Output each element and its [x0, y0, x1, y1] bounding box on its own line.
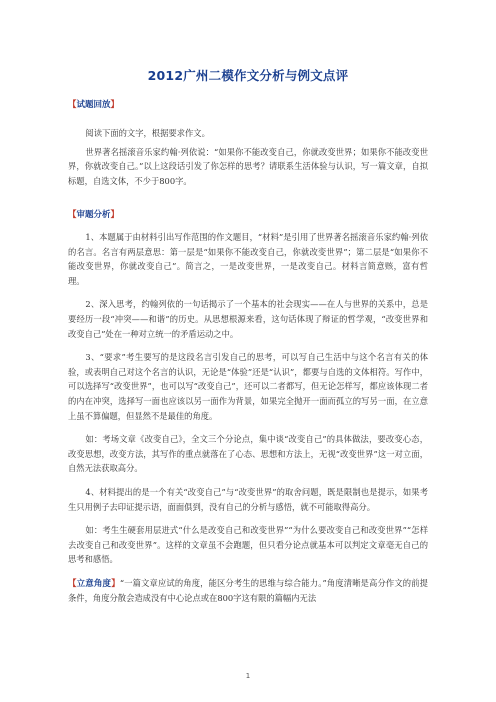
paragraph-prompt: 世界著名摇滚音乐家约翰·列依说：“如果你不能改变自己，你就改变世界；如果你不能改变世界，你就改变自己。”以上这段话引发了你怎样的思考？请联系生活体验与认识，写一篇文章，自拟标题，自选文体，不少于800字。 — [68, 146, 428, 186]
heading-bracket-close: 】 — [111, 578, 120, 589]
paragraph-analysis-4: 4、材料提出的是一个有关“改变自己”与“改变世界”的取舍问题，既是限制也是提示，如果考生只用例子去印证提示语，面面俱到，没有自己的分析与感悟，就不可能取得高分。 — [68, 486, 428, 512]
section-heading-analysis — [68, 208, 119, 220]
heading-text: 立意角度 — [76, 578, 112, 589]
paragraph-analysis-2: 2、深入思考，约翰列依的一句话揭示了一个基本的社会现实——在人与世界的关系中，总是要经历一段“冲突——和谐”的历史。从思想根源来看，这句话体现了辩证的哲学观，“改变世界和改变自己”处在一种对立统一的矛盾运动之中。 — [68, 299, 428, 339]
review-body — [68, 126, 428, 188]
paragraph-angle-text: “一篇文章应试的角度，能区分考生的思维与综合能力。”角度清晰是高分作文的前提条件，角度分散会造成没有中心论点或在800字这有限的篇幅内无法 — [68, 577, 428, 604]
section-heading-review — [68, 98, 119, 110]
paragraph-angle — [68, 576, 428, 606]
heading-text: 试题回放 — [76, 100, 111, 110]
heading-bracket-open: 【 — [68, 210, 77, 220]
paragraph-example-2: 如：考生生硬套用层进式“什么是改变自己和改变世界”“为什么要改变自己和改变世界”“怎样去改变自己和改变世界”。这样的文章虽不会跑题，但只看分论点就基本可以判定文章毫无自己的思考和感悟。 — [68, 525, 428, 565]
page-number: 1 — [245, 672, 251, 680]
heading-bracket-open: 【 — [68, 578, 77, 589]
section-heading-angle — [68, 579, 120, 589]
paragraph-analysis-1: 1、本题属于由材料引出写作范围的作文题目，“材料”是引用了世界著名摇滚音乐家约翰·列依的名言。名言有两层意思：第一层是“如果你不能改变自己，你就改变世界”；第二层是“如果你不能改变世界，你就改变自己”。简言之，一是改变世界，一是改变自己。材料言简意赅，富有哲理。 — [68, 232, 428, 286]
paragraph-example-1: 如：考场文章《改变自己》，全文三个分论点，集中谈“改变自己”的具体做法，要改变心态，改变思想，改变方法，其写作的重点就落在了心态、思想和方法上，无视“改变世界”这一对立面，自然无法获取高分。 — [68, 434, 428, 474]
heading-text: 审题分析 — [76, 210, 111, 220]
document-title: 2012广州二模作文分析与例文点评 — [147, 68, 349, 83]
heading-bracket-close: 】 — [110, 210, 120, 220]
heading-bracket-close: 】 — [110, 100, 120, 110]
paragraph-instruction: 阅读下面的文字，根据要求作文。 — [85, 128, 210, 138]
heading-bracket-open: 【 — [68, 100, 77, 110]
analysis-body — [68, 230, 428, 606]
paragraph-analysis-3: 3、“要求”考生要写的是这段名言引发自己的思考，可以写自己生活中与这个名言有关的体验，或表明自己对这个名言的认识，无论是“体验”还是“认识”，都要与自选的文体相符。写作中，可以选择写“改变世界”，也可以写“改变自己”，还可以二者都写，但无论怎样写，都应该体现二者的内在冲突，选择写一面也应该以另一面作为背景，如果完全抛开一面而孤立的写另一面，在立意上虽不算偏题，但显然不是最佳的角度。 — [68, 352, 428, 421]
